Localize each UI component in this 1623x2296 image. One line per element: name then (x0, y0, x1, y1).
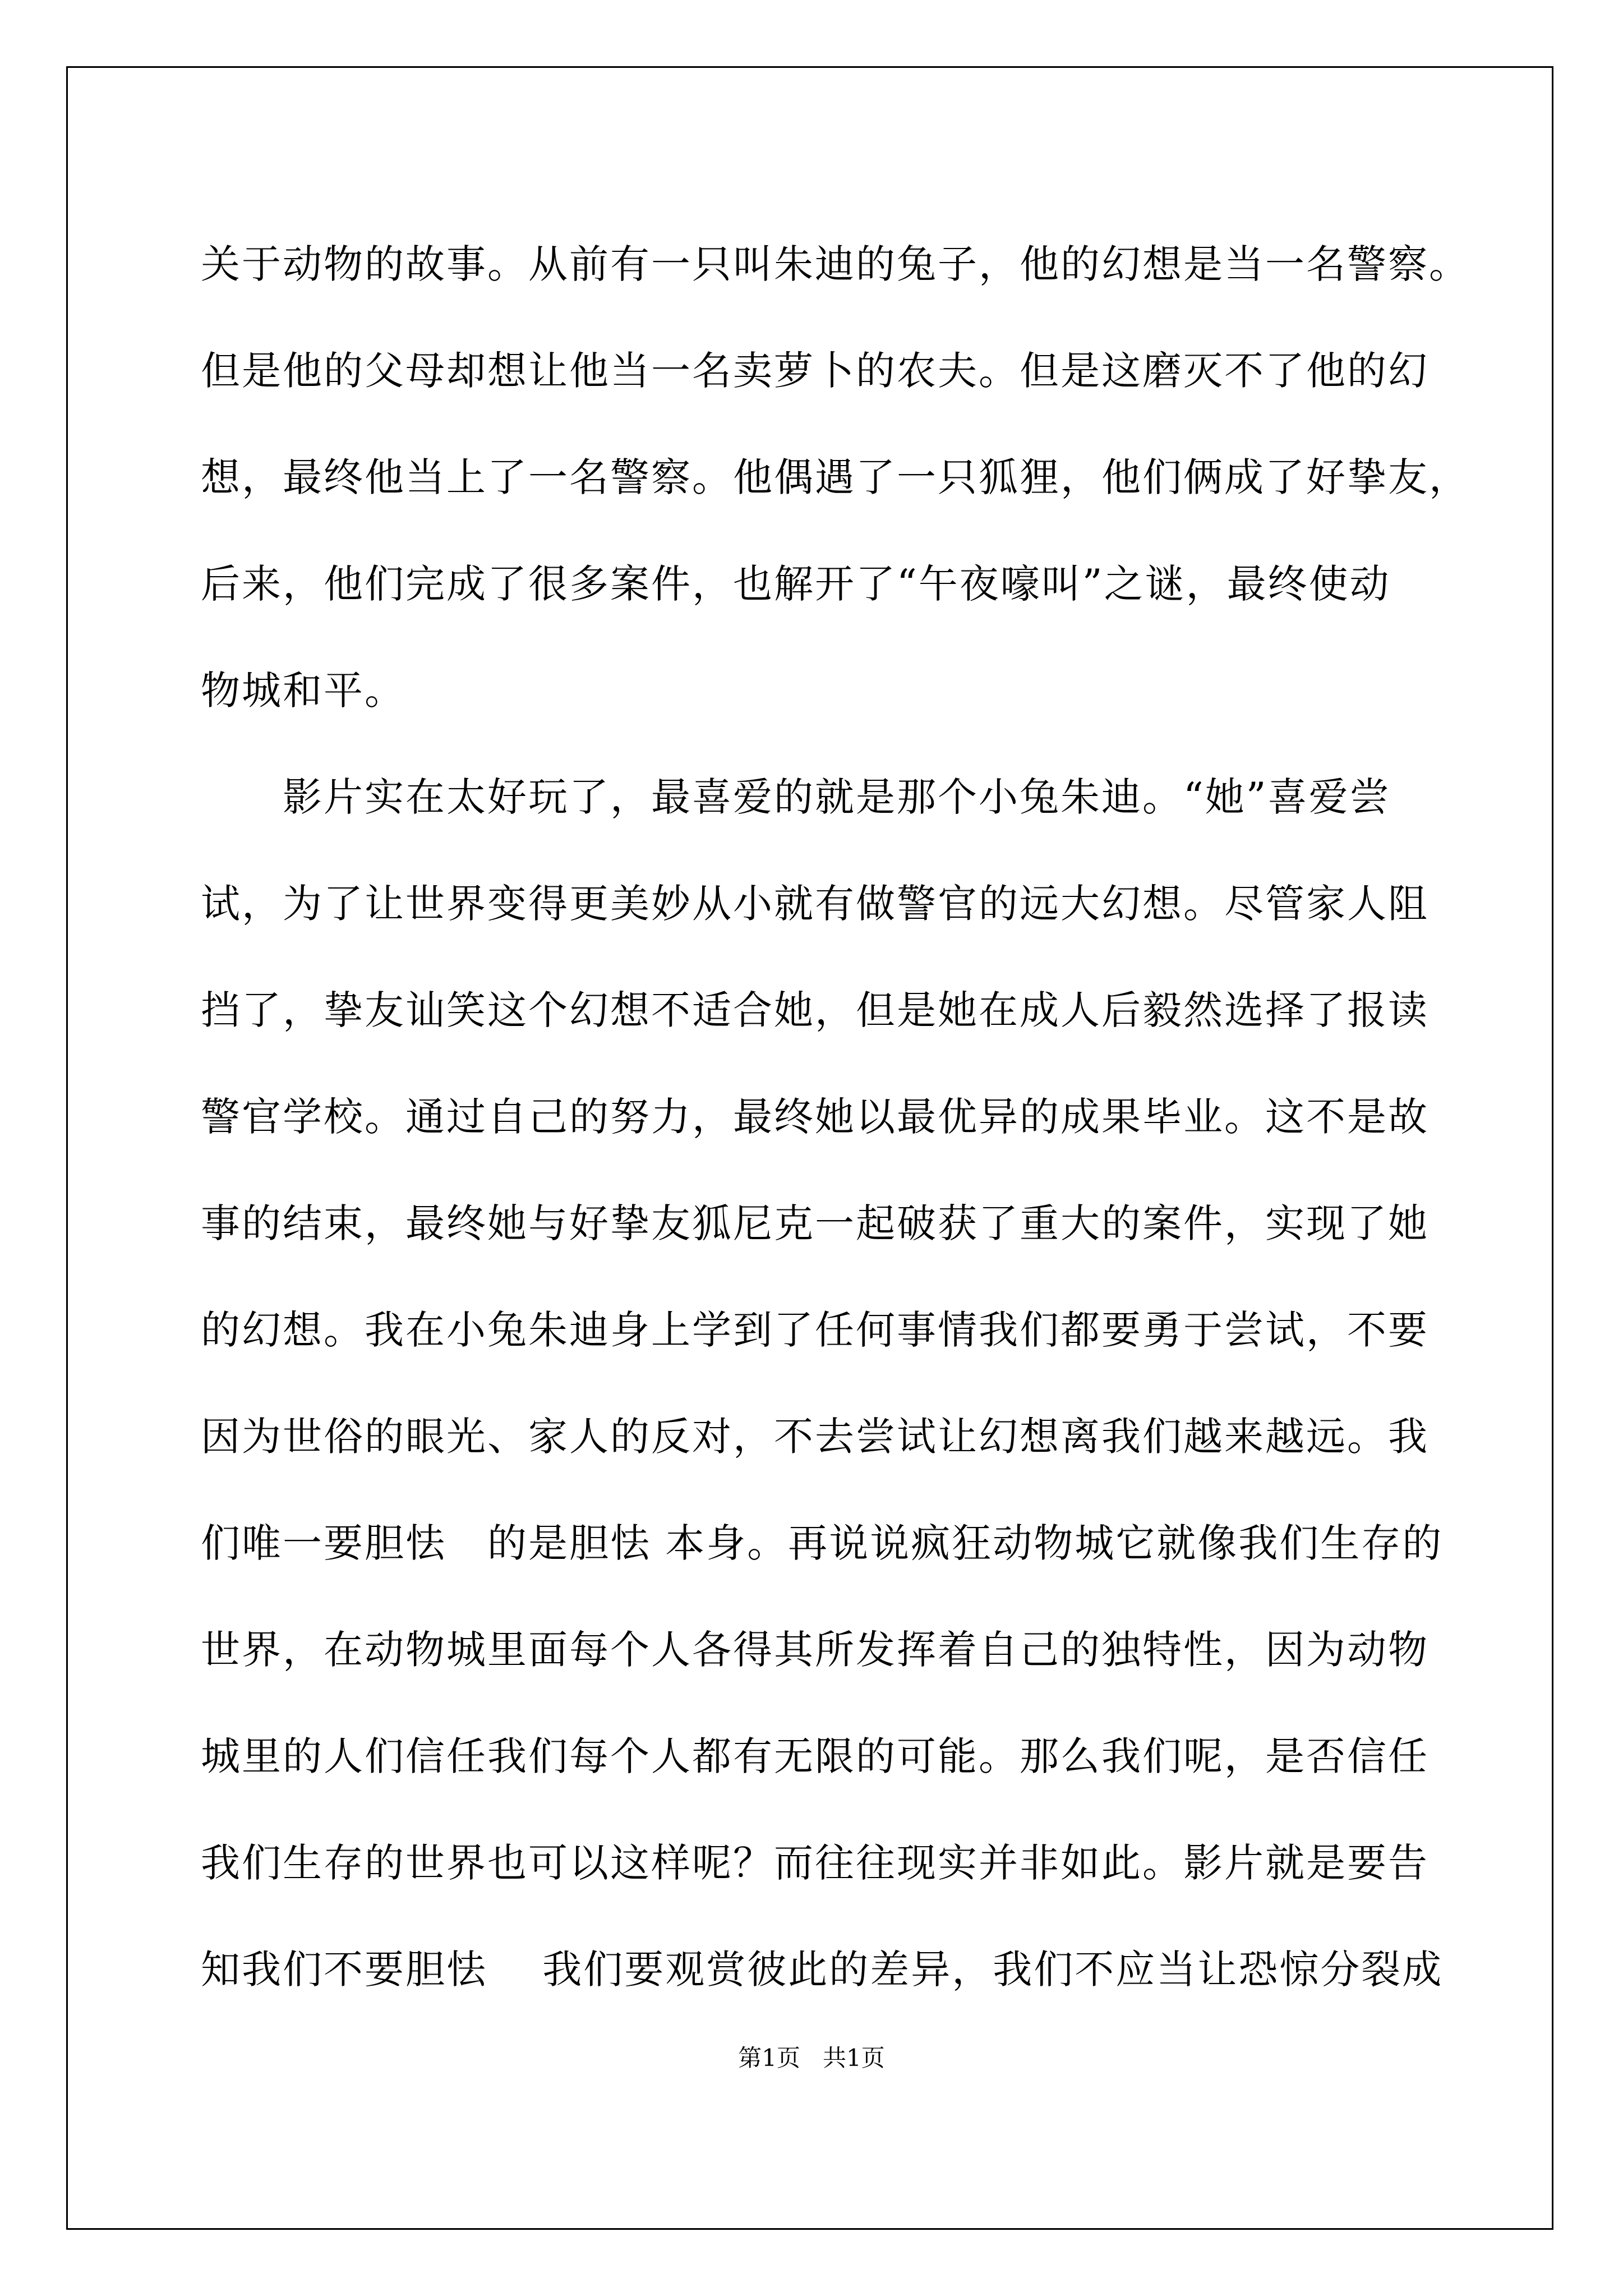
text-line: 因为世俗的眼光、家人的反对，不去尝试让幻想离我们越来越远。我 (201, 1414, 1429, 1460)
page-footer: 第1页 共1页 (738, 2044, 885, 2072)
text-line: 城里的人们信任我们每个人都有无限的可能。那么我们呢，是否信任 (201, 1733, 1429, 1779)
text-line: 影片实在太好玩了，最喜爱的就是那个小兔朱迪。“她”喜爱尝 (201, 774, 1391, 820)
text-line: 试，为了让世界变得更美妙从小就有做警官的远大幻想。尽管家人阻 (201, 881, 1429, 927)
text-line: 我们生存的世界也可以这样呢？而往往现实并非如此。影片就是要告 (201, 1840, 1429, 1886)
text-line: 们唯一要胆怯 的是胆怯 本身。再说说疯狂动物城它就像我们生存的 (201, 1520, 1444, 1566)
document-body (201, 211, 1470, 2023)
text-line: 事的结束，最终她与好挚友狐尼克一起破获了重大的案件，实现了她 (201, 1200, 1429, 1246)
text-line: 关于动物的故事。从前有一只叫朱迪的兔子，他的幻想是当一名警察。 (201, 241, 1470, 287)
text-line: 挡了，挚友讪笑这个幻想不适合她，但是她在成人后毅然选择了报读 (201, 987, 1429, 1033)
text-line: 警官学校。通过自己的努力，最终她以最优异的成果毕业。这不是故 (201, 1094, 1429, 1140)
text-line: 知我们不要胆怯 我们要观赏彼此的差异，我们不应当让恐惊分裂成 (201, 1947, 1444, 1993)
text-line: 想，最终他当上了一名警察。他偶遇了一只狐狸，他们俩成了好挚友， (201, 454, 1470, 500)
text-line: 后来，他们完成了很多案件，也解开了“午夜嚎叫”之谜，最终使动 (201, 561, 1391, 607)
text-line: 但是他的父母却想让他当一名卖萝卜的农夫。但是这磨灭不了他的幻 (201, 348, 1429, 394)
text-line: 物城和平。 (201, 668, 405, 714)
text-line: 的幻想。我在小兔朱迪身上学到了任何事情我们都要勇于尝试，不要 (201, 1307, 1429, 1353)
text-line: 世界，在动物城里面每个人各得其所发挥着自己的独特性，因为动物 (201, 1627, 1429, 1673)
